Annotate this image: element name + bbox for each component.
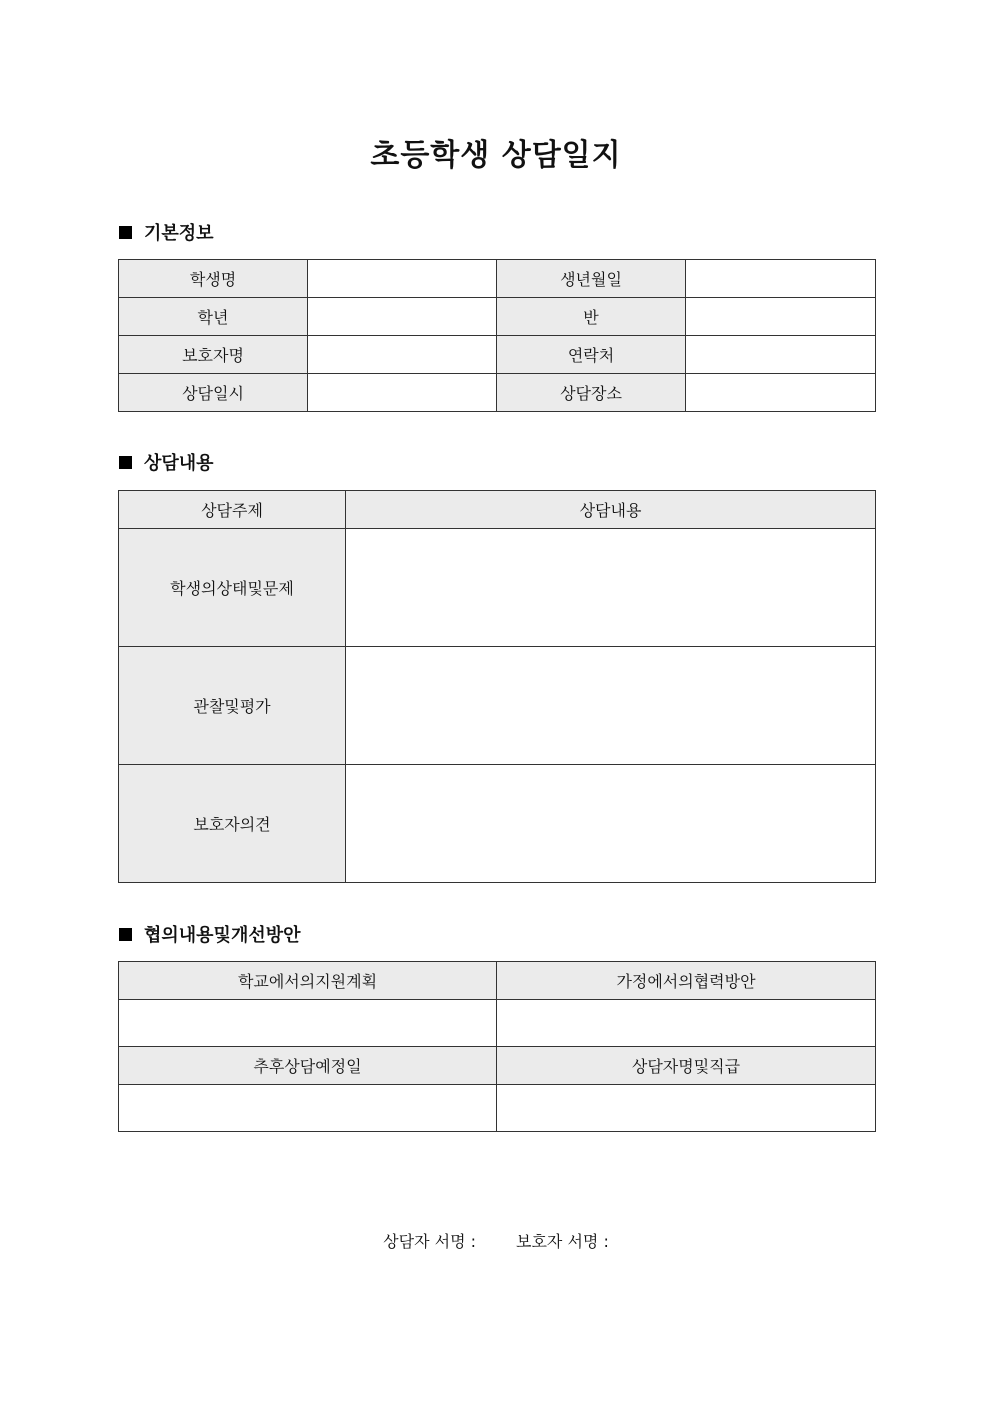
guardian-signature[interactable]: 보호자 서명 : [516, 1232, 609, 1251]
section-plan-heading [119, 923, 301, 949]
contact-field[interactable] [686, 336, 876, 374]
home-plan-label: 가정에서의협력방안 [497, 962, 876, 1000]
home-plan-field[interactable] [497, 1000, 876, 1047]
next-date-field[interactable] [119, 1085, 497, 1132]
counselor-title-field[interactable] [497, 1085, 876, 1132]
student-condition-label: 학생의상태및문제 [119, 529, 346, 647]
student-name-label: 학생명 [119, 260, 308, 298]
contact-label: 연락처 [497, 336, 686, 374]
counselor-title-label: 상담자명및직급 [497, 1047, 876, 1085]
student-condition-field[interactable] [346, 529, 876, 647]
basic-info-table [118, 259, 876, 412]
section-basic-label: 기본정보 [144, 223, 214, 244]
class-label: 반 [497, 298, 686, 336]
birth-date-label: 생년월일 [497, 260, 686, 298]
square-bullet-icon [119, 456, 132, 469]
counsel-datetime-label: 상담일시 [119, 374, 308, 412]
grade-field[interactable] [308, 298, 497, 336]
school-plan-field[interactable] [119, 1000, 497, 1047]
guardian-opinion-field[interactable] [346, 765, 876, 883]
counselor-signature[interactable]: 상담자 서명 : [383, 1232, 476, 1251]
observation-label: 관찰및평가 [119, 647, 346, 765]
guardian-name-field[interactable] [308, 336, 497, 374]
counsel-place-field[interactable] [686, 374, 876, 412]
counsel-topic-header: 상담주제 [119, 491, 346, 529]
square-bullet-icon [119, 928, 132, 941]
counsel-content-header: 상담내용 [346, 491, 876, 529]
birth-date-field[interactable] [686, 260, 876, 298]
section-basic-heading [119, 221, 214, 247]
class-field[interactable] [686, 298, 876, 336]
student-name-field[interactable] [308, 260, 497, 298]
guardian-opinion-label: 보호자의견 [119, 765, 346, 883]
plan-table [118, 961, 876, 1132]
section-plan-label: 협의내용및개선방안 [144, 925, 301, 946]
next-date-label: 추후상담예정일 [119, 1047, 497, 1085]
section-counsel-heading [119, 451, 214, 477]
grade-label: 학년 [119, 298, 308, 336]
counsel-datetime-field[interactable] [308, 374, 497, 412]
observation-field[interactable] [346, 647, 876, 765]
section-counsel-label: 상담내용 [144, 453, 214, 474]
school-plan-label: 학교에서의지원계획 [119, 962, 497, 1000]
guardian-name-label: 보호자명 [119, 336, 308, 374]
square-bullet-icon [119, 226, 132, 239]
counsel-table [118, 490, 876, 883]
page-title: 초등학생 상담일지 [370, 138, 622, 173]
counsel-place-label: 상담장소 [497, 374, 686, 412]
signature-line [0, 1230, 992, 1254]
